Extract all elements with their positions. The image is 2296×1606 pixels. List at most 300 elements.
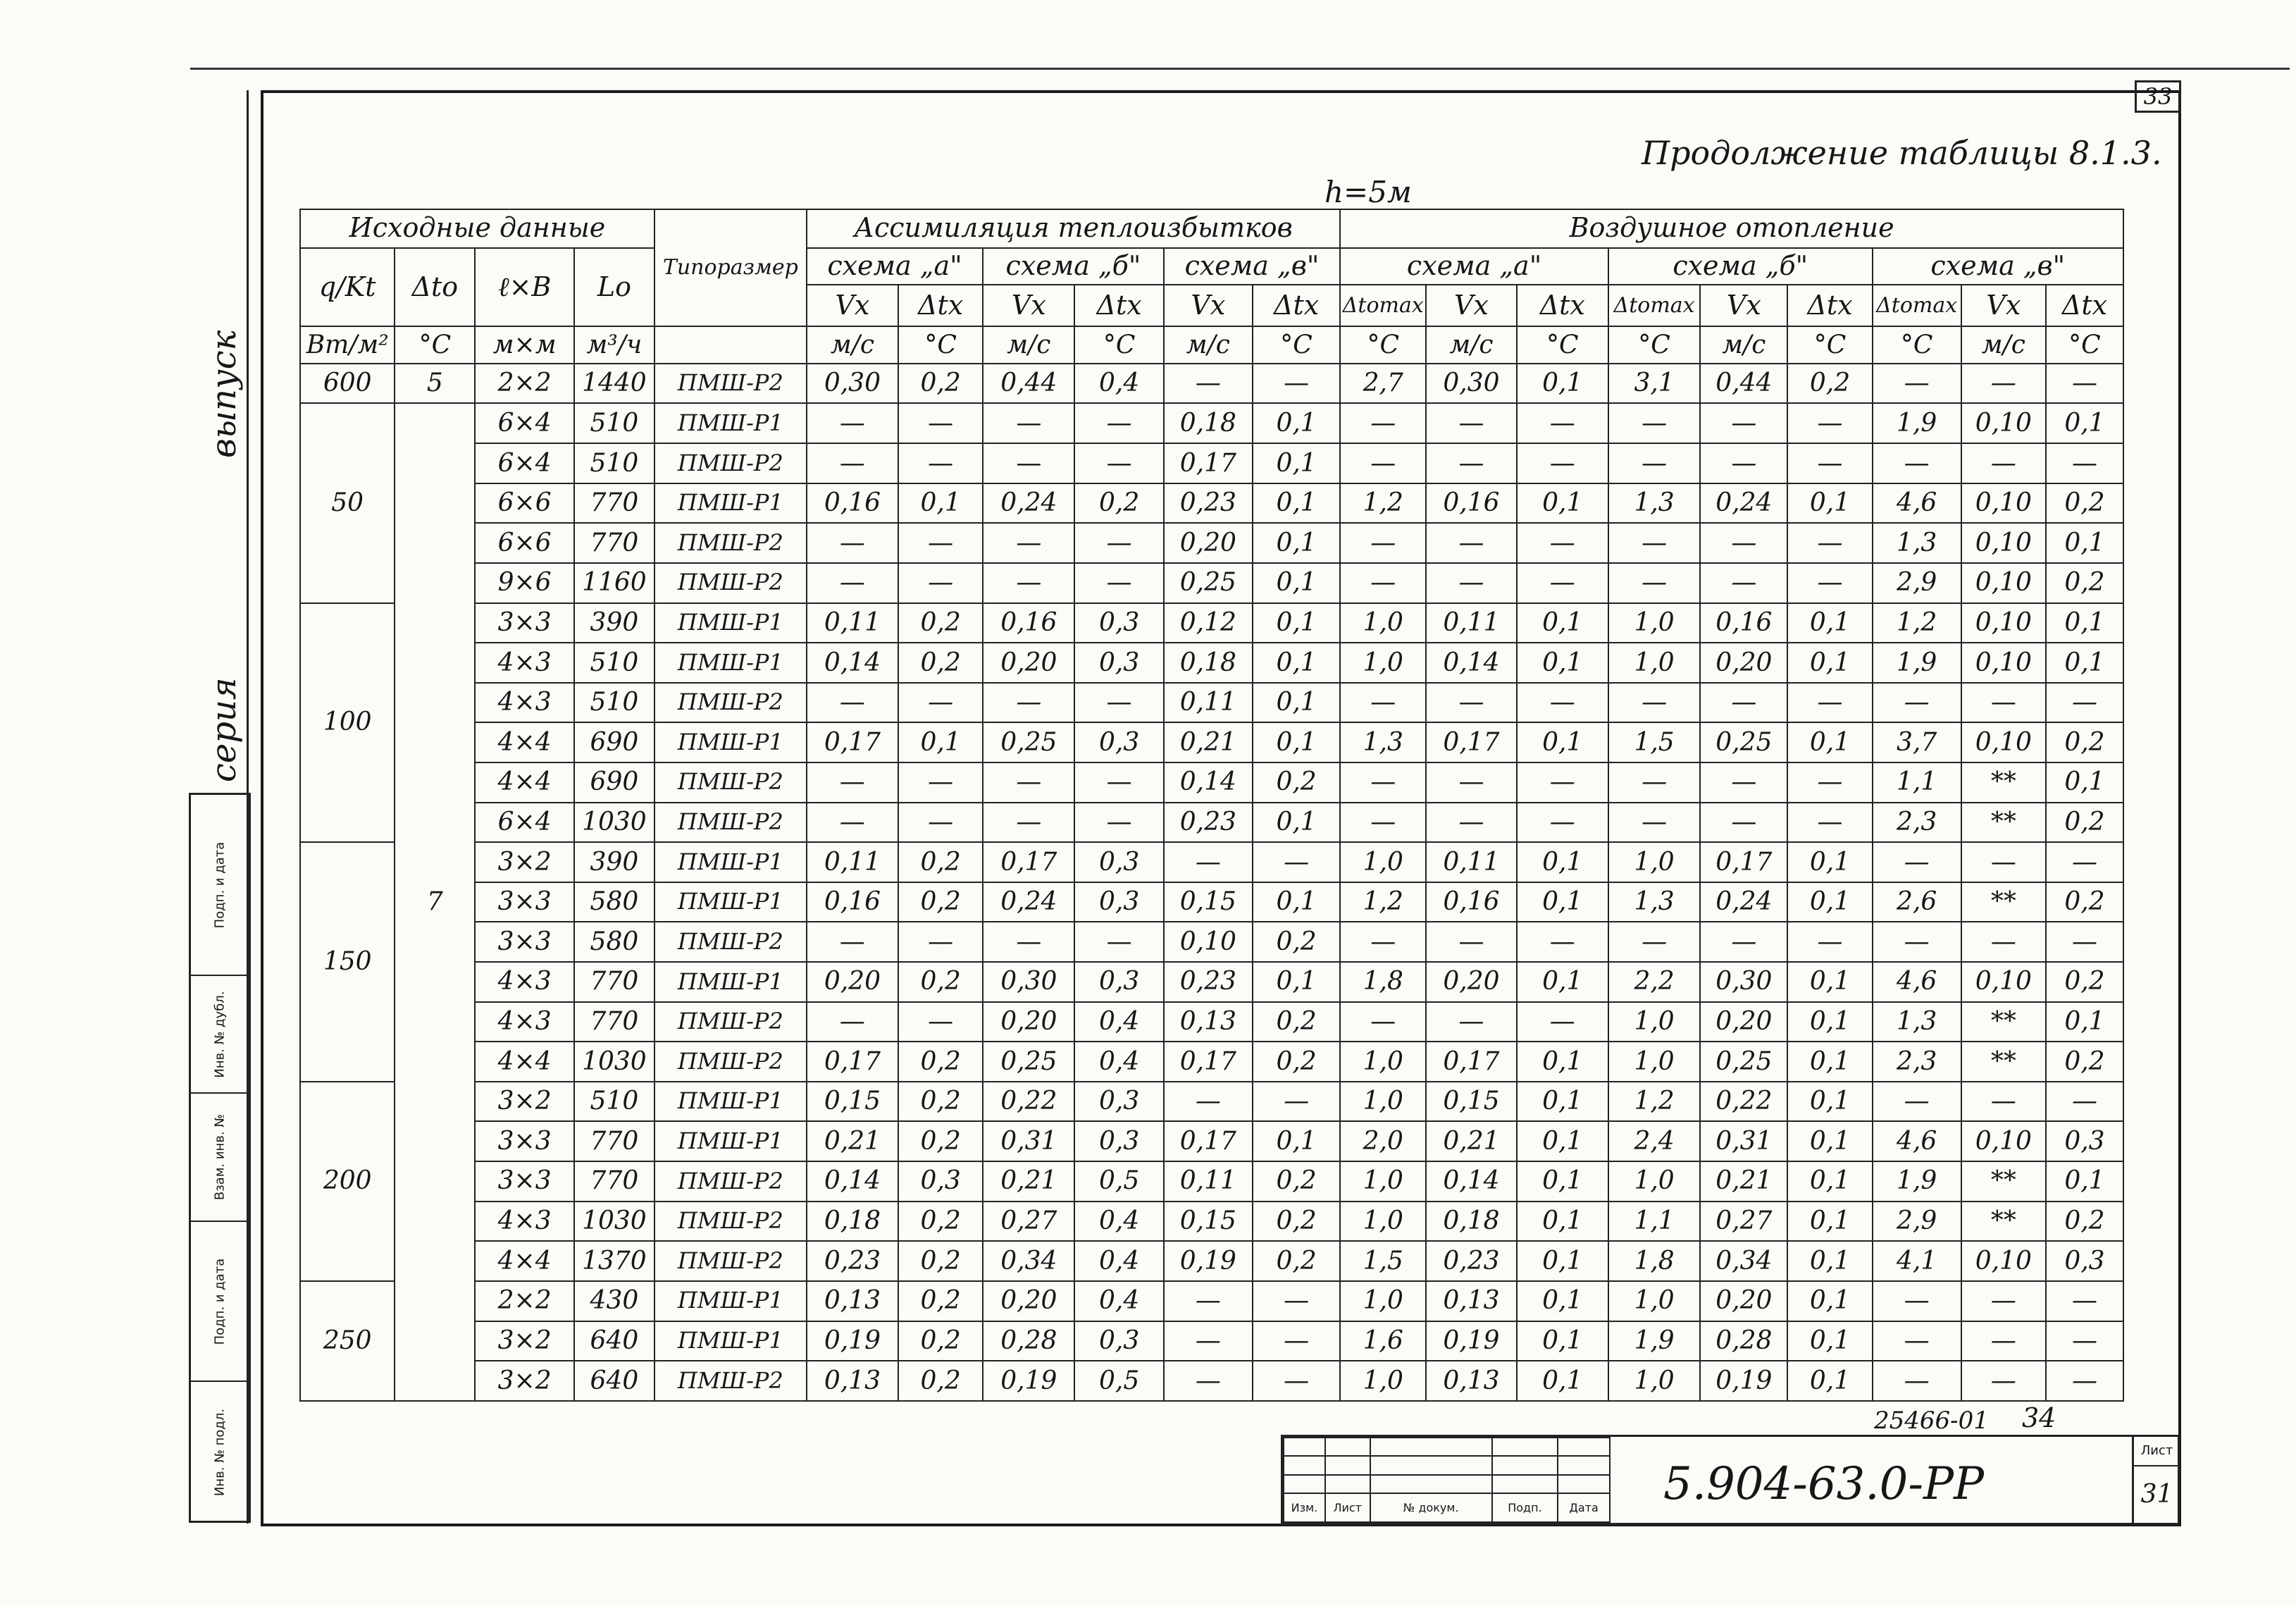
table-cell: 1,2 [1340, 483, 1426, 524]
table-cell: 3×2 [475, 1082, 573, 1122]
table-cell: 0,1 [898, 722, 983, 762]
table-cell: 0,17 [807, 722, 898, 762]
table-cell: 0,1 [1787, 483, 1872, 524]
table-cell: 0,10 [1961, 722, 2046, 762]
table-cell: — [1961, 1361, 2046, 1401]
table-cell: 0,1 [1787, 722, 1872, 762]
table-cell: — [1164, 1281, 1253, 1321]
table-cell: — [1426, 762, 1516, 803]
dt-value: 5 [395, 364, 475, 404]
table-cell: 0,19 [983, 1361, 1074, 1401]
table-cell: 0,1 [1253, 643, 1340, 683]
L-header: Lo [574, 248, 654, 327]
table-cell: 0,3 [1074, 1082, 1163, 1122]
assimilation-header: Ассимиляция теплоизбытков [807, 209, 1340, 248]
table-row [300, 403, 2123, 443]
table-cell: 0,31 [983, 1121, 1074, 1161]
table-cell: 1,0 [1608, 1161, 1700, 1202]
table-cell: 6×4 [475, 403, 573, 443]
table-cell: 0,4 [1074, 1241, 1163, 1281]
table-cell: 510 [574, 683, 654, 723]
unit-cell: м/с [807, 326, 898, 364]
table-cell: 1030 [574, 803, 654, 843]
table-cell: ПМШ-Р1 [654, 403, 807, 443]
vx-header: Vx [1426, 285, 1516, 326]
table-cell: 0,19 [1700, 1361, 1787, 1401]
table-cell: 1,8 [1608, 1241, 1700, 1281]
stamp-cell [1492, 1475, 1558, 1493]
table-cell: — [1700, 762, 1787, 803]
unit-cell: м×м [475, 326, 573, 364]
table-cell: 0,2 [2046, 962, 2123, 1002]
table-cell: 0,1 [1787, 1002, 1872, 1042]
table-cell: 0,2 [898, 1281, 983, 1321]
table-cell: 3×2 [475, 842, 573, 882]
table-cell: — [983, 683, 1074, 723]
dtx-header: Δtx [1517, 285, 1608, 326]
table-cell: 4×4 [475, 1042, 573, 1082]
table-cell: 0,1 [2046, 1002, 2123, 1042]
table-cell: — [1253, 364, 1340, 404]
table-cell: 0,11 [807, 603, 898, 643]
table-cell: 0,25 [1164, 563, 1253, 603]
unit-cell: °С [898, 326, 983, 364]
table-cell: — [1873, 922, 1961, 962]
table-cell: ** [1961, 1202, 2046, 1242]
table-cell: — [807, 683, 898, 723]
table-cell: 0,2 [898, 882, 983, 922]
table-cell: ** [1961, 1002, 2046, 1042]
table-cell: 0,17 [983, 842, 1074, 882]
table-cell: 1160 [574, 563, 654, 603]
left-stamp-label: Подп. и дата [212, 841, 228, 928]
table-cell: — [1074, 563, 1163, 603]
table-cell: — [1426, 922, 1516, 962]
table-cell: 0,1 [1253, 523, 1340, 563]
table-cell: 0,23 [1164, 483, 1253, 524]
table-cell: 0,21 [1426, 1121, 1516, 1161]
table-cell: — [1340, 563, 1426, 603]
table-cell: 0,3 [1074, 882, 1163, 922]
table-cell: — [898, 683, 983, 723]
table-cell: 0,1 [1517, 603, 1608, 643]
table-cell: 1,0 [1608, 842, 1700, 882]
table-cell: 0,2 [1253, 922, 1340, 962]
table-cell: 0,1 [1517, 1241, 1608, 1281]
table-cell: ПМШ-Р2 [654, 563, 807, 603]
table-cell: 0,2 [898, 1361, 983, 1401]
table-cell: 0,23 [1164, 962, 1253, 1002]
left-stamp-cell [191, 1382, 249, 1522]
left-stamp-cell [191, 976, 249, 1094]
unit-cell: °С [1873, 326, 1961, 364]
table-cell: 9×6 [475, 563, 573, 603]
left-stamp-label: Инв. № дубл. [212, 990, 228, 1078]
table-cell: 0,18 [1164, 643, 1253, 683]
table-cell: — [1608, 803, 1700, 843]
table-cell: 0,2 [1253, 1002, 1340, 1042]
table-caption: Продолжение таблицы 8.1.3. [1642, 134, 2162, 172]
table-cell: — [1873, 443, 1961, 483]
sheet-number: 31 [2140, 1480, 2173, 1509]
table-cell: 0,10 [1961, 1241, 2046, 1281]
table-cell: 0,34 [1700, 1241, 1787, 1281]
table-cell: — [983, 803, 1074, 843]
table-cell: — [1517, 683, 1608, 723]
table-cell: — [1961, 922, 2046, 962]
table-cell: 0,1 [1253, 722, 1340, 762]
table-cell: 3×3 [475, 603, 573, 643]
table-cell: 1,0 [1340, 842, 1426, 882]
q-header: q/Kt [300, 248, 395, 327]
table-cell: — [1787, 403, 1872, 443]
table-cell: — [1873, 1361, 1961, 1401]
dtx-header: Δtx [2046, 285, 2123, 326]
q-value: 50 [300, 403, 395, 603]
left-stamp-column [189, 793, 251, 1523]
table-cell: ПМШ-Р1 [654, 1321, 807, 1361]
table-cell: 0,10 [1961, 523, 2046, 563]
unit-cell: °С [1608, 326, 1700, 364]
table-cell: 0,1 [1517, 882, 1608, 922]
table-cell: 0,1 [1517, 1202, 1608, 1242]
table-cell: 0,14 [1426, 1161, 1516, 1202]
table-cell: — [2046, 683, 2123, 723]
table-cell: 0,1 [1787, 603, 1872, 643]
table-cell: ПМШ-Р1 [654, 1082, 807, 1122]
table-cell: — [1074, 803, 1163, 843]
dto-max-header: Δtomax [1873, 285, 1961, 326]
table-cell: — [1787, 922, 1872, 962]
table-cell: 0,1 [1517, 1281, 1608, 1321]
table-cell: — [1961, 443, 2046, 483]
table-cell: — [1700, 443, 1787, 483]
table-cell: 0,21 [1700, 1161, 1787, 1202]
table-cell: 580 [574, 882, 654, 922]
table-cell: 0,17 [1426, 1042, 1516, 1082]
heat-scheme-v-header: схема „в" [1873, 248, 2123, 285]
source-data-header: Исходные данные [300, 209, 654, 248]
table-cell: 1,2 [1340, 882, 1426, 922]
table-cell: — [1517, 922, 1608, 962]
type-header: Типоразмер [654, 209, 807, 326]
table-cell: — [807, 922, 898, 962]
table-cell: 0,28 [983, 1321, 1074, 1361]
table-cell: 0,19 [807, 1321, 898, 1361]
table-cell: 0,16 [983, 603, 1074, 643]
table-cell: 0,20 [1700, 1281, 1787, 1321]
table-cell: 0,2 [2046, 722, 2123, 762]
table-cell: ** [1961, 1042, 2046, 1082]
table-cell: 1,0 [1608, 1281, 1700, 1321]
table-cell: ПМШ-Р1 [654, 882, 807, 922]
table-cell: 0,24 [983, 483, 1074, 524]
table-row [300, 1121, 2123, 1161]
table-cell: ПМШ-Р1 [654, 603, 807, 643]
table-cell: 2,2 [1608, 962, 1700, 1002]
table-cell: — [898, 762, 983, 803]
table-cell: — [1517, 523, 1608, 563]
table-cell: — [1074, 523, 1163, 563]
table-cell: 0,5 [1074, 1161, 1163, 1202]
table-cell: 0,19 [1164, 1241, 1253, 1281]
stamp-cell [1325, 1456, 1370, 1474]
table-cell: 1440 [574, 364, 654, 404]
table-cell: 0,3 [1074, 1321, 1163, 1361]
table-cell: 0,1 [1253, 803, 1340, 843]
table-cell: — [1700, 523, 1787, 563]
stamp-cell [1558, 1456, 1610, 1474]
table-cell: — [1517, 803, 1608, 843]
table-cell: 0,14 [807, 643, 898, 683]
table-cell: — [898, 803, 983, 843]
table-cell: — [1426, 563, 1516, 603]
table-cell: 0,20 [983, 1281, 1074, 1321]
table-cell: 0,4 [1074, 1202, 1163, 1242]
stamp-cell [1558, 1438, 1610, 1456]
stamp-cell [1370, 1475, 1492, 1493]
data-table [299, 209, 2124, 1402]
table-row [300, 882, 2123, 922]
table-cell: 0,17 [807, 1042, 898, 1082]
table-cell: — [807, 443, 898, 483]
q-value: 250 [300, 1281, 395, 1401]
table-cell: ПМШ-Р1 [654, 1281, 807, 1321]
dtx-header: Δtx [898, 285, 983, 326]
table-cell: 0,10 [1961, 603, 2046, 643]
table-cell: — [2046, 922, 2123, 962]
table-cell: 1030 [574, 1042, 654, 1082]
table-cell: 1,3 [1873, 523, 1961, 563]
table-cell: 3×3 [475, 1121, 573, 1161]
table-cell: 0,1 [1253, 603, 1340, 643]
sheet-small: 34 [2022, 1402, 2056, 1433]
table-row [300, 803, 2123, 843]
doc-number: 25466-01 [1874, 1407, 1989, 1435]
table-cell: — [1873, 364, 1961, 404]
table-cell: 1,0 [1340, 1202, 1426, 1242]
table-cell: — [1787, 803, 1872, 843]
table-cell: — [1074, 762, 1163, 803]
table-cell: 0,2 [2046, 882, 2123, 922]
table-cell: 390 [574, 603, 654, 643]
table-cell: 1,3 [1608, 483, 1700, 524]
table-cell: — [1787, 563, 1872, 603]
vx-header: Vx [1961, 285, 2046, 326]
table-cell: 0,44 [1700, 364, 1787, 404]
left-stamp-label: Подп. и дата [212, 1258, 228, 1345]
table-cell: — [1873, 1281, 1961, 1321]
sheet-label: Лист [2134, 1437, 2180, 1466]
table-cell: — [983, 762, 1074, 803]
table-row [300, 1361, 2123, 1401]
table-cell: 0,1 [1787, 1321, 1872, 1361]
table-cell: 4,6 [1873, 483, 1961, 524]
q-value: 100 [300, 603, 395, 843]
table-cell: 0,1 [1787, 1361, 1872, 1401]
table-row [300, 1161, 2123, 1202]
table-cell: 0,24 [983, 882, 1074, 922]
table-cell: 0,2 [898, 1202, 983, 1242]
stamp-cell [1284, 1438, 1325, 1456]
table-cell: 1,2 [1873, 603, 1961, 643]
table-cell: 0,1 [1517, 722, 1608, 762]
table-cell: — [1608, 683, 1700, 723]
table-cell: 0,1 [1517, 1321, 1608, 1361]
table-cell: 1,0 [1340, 1082, 1426, 1122]
table-cell: 6×6 [475, 483, 573, 524]
table-cell: 0,1 [2046, 403, 2123, 443]
table-cell: 0,44 [983, 364, 1074, 404]
stamp-list: Лист [1325, 1493, 1370, 1522]
table-cell: 0,22 [983, 1082, 1074, 1122]
heat-scheme-b-header: схема „б" [1608, 248, 1873, 285]
table-cell: 1,0 [1340, 603, 1426, 643]
table-cell: ПМШ-Р1 [654, 1121, 807, 1161]
table-cell: 0,20 [1700, 643, 1787, 683]
table-cell: — [1340, 803, 1426, 843]
table-cell: 0,3 [1074, 962, 1163, 1002]
top-rule [190, 68, 2290, 70]
table-cell: — [1961, 1281, 2046, 1321]
table-cell: 0,1 [1517, 1082, 1608, 1122]
table-cell: — [1253, 1082, 1340, 1122]
table-cell: 6×6 [475, 523, 573, 563]
table-cell: — [2046, 1082, 2123, 1122]
table-cell: 0,1 [1517, 1042, 1608, 1082]
table-cell: 0,16 [1700, 603, 1787, 643]
table-cell: 3×2 [475, 1321, 573, 1361]
table-row [300, 762, 2123, 803]
table-cell: 390 [574, 842, 654, 882]
table-cell: — [1253, 1321, 1340, 1361]
table-cell: 0,15 [1426, 1082, 1516, 1122]
table-cell: — [1787, 443, 1872, 483]
table-cell: 770 [574, 1002, 654, 1042]
table-cell: 6×4 [475, 803, 573, 843]
table-cell: 510 [574, 443, 654, 483]
table-cell: 1,0 [1608, 1042, 1700, 1082]
table-cell: 2,7 [1340, 364, 1426, 404]
table-cell: 0,30 [1700, 962, 1787, 1002]
table-cell: 0,2 [1787, 364, 1872, 404]
table-row [300, 683, 2123, 723]
table-cell: 3×3 [475, 882, 573, 922]
table-cell: 690 [574, 762, 654, 803]
left-stamp-cell [191, 795, 249, 976]
table-cell: 0,1 [1253, 403, 1340, 443]
table-cell: 0,13 [1426, 1281, 1516, 1321]
table-cell: 0,1 [1253, 962, 1340, 1002]
table-row [300, 722, 2123, 762]
table-cell: 0,21 [1164, 722, 1253, 762]
scheme-a-header: схема „а" [807, 248, 983, 285]
unit-cell: м/с [1164, 326, 1253, 364]
table-row [300, 1002, 2123, 1042]
table-cell: 0,15 [1164, 882, 1253, 922]
table-cell: 0,20 [983, 1002, 1074, 1042]
table-cell: 3×2 [475, 1361, 573, 1401]
table-cell: 0,17 [1164, 443, 1253, 483]
series-label: серия [204, 677, 244, 782]
table-cell: 0,10 [1961, 403, 2046, 443]
table-cell: 0,4 [1074, 1002, 1163, 1042]
table-row [300, 842, 2123, 882]
table-cell: 0,13 [1164, 1002, 1253, 1042]
table-cell: 0,16 [807, 882, 898, 922]
table-cell: 0,21 [983, 1161, 1074, 1202]
table-row [300, 1202, 2123, 1242]
table-cell: 0,25 [983, 1042, 1074, 1082]
table-cell: 1,0 [1340, 643, 1426, 683]
table-cell: — [1608, 443, 1700, 483]
table-cell: 2,3 [1873, 803, 1961, 843]
table-cell: — [1426, 683, 1516, 723]
table-cell: 510 [574, 1082, 654, 1122]
table-cell: — [1164, 364, 1253, 404]
table-cell: — [807, 403, 898, 443]
table-cell: 0,2 [898, 1042, 983, 1082]
table-row [300, 603, 2123, 643]
table-cell: 1,1 [1608, 1202, 1700, 1242]
vx-header: Vx [807, 285, 898, 326]
table-cell: 1,9 [1873, 643, 1961, 683]
table-row [300, 962, 2123, 1002]
table-cell: — [898, 1002, 983, 1042]
table-cell: 0,16 [1426, 483, 1516, 524]
table-cell: — [1700, 803, 1787, 843]
table-cell: 0,2 [1253, 1202, 1340, 1242]
stamp-cell [1370, 1438, 1492, 1456]
table-cell: 0,1 [1517, 962, 1608, 1002]
table-cell: 1,5 [1340, 1241, 1426, 1281]
table-cell: 0,21 [807, 1121, 898, 1161]
table-row [300, 643, 2123, 683]
scheme-b-header: схема „б" [983, 248, 1164, 285]
table-cell: — [1340, 762, 1426, 803]
table-cell: 1,0 [1608, 603, 1700, 643]
table-cell: 0,25 [1700, 1042, 1787, 1082]
table-cell: — [1426, 803, 1516, 843]
table-row [300, 1321, 2123, 1361]
table-cell: 0,1 [1517, 483, 1608, 524]
table-cell: ПМШ-Р1 [654, 842, 807, 882]
q-value: 150 [300, 842, 395, 1082]
table-cell: — [1608, 922, 1700, 962]
table-cell: — [1961, 683, 2046, 723]
table-cell: 0,14 [1164, 762, 1253, 803]
table-cell: — [1164, 1321, 1253, 1361]
table-cell: ПМШ-Р1 [654, 722, 807, 762]
table-cell: ПМШ-Р2 [654, 922, 807, 962]
heat-scheme-a-header: схема „а" [1340, 248, 1608, 285]
table-cell: — [1340, 922, 1426, 962]
table-cell: 0,25 [1700, 722, 1787, 762]
table-cell: 0,10 [1961, 962, 2046, 1002]
table-cell: — [807, 762, 898, 803]
table-cell: — [1700, 922, 1787, 962]
table-cell: 2,0 [1340, 1121, 1426, 1161]
table-cell: — [2046, 364, 2123, 404]
table-cell: 0,2 [2046, 1042, 2123, 1082]
table-cell: 640 [574, 1321, 654, 1361]
table-cell: — [1340, 403, 1426, 443]
table-cell: 0,2 [898, 842, 983, 882]
table-cell: 0,20 [1426, 962, 1516, 1002]
table-cell: — [1074, 443, 1163, 483]
table-cell: 1,0 [1340, 1042, 1426, 1082]
table-cell: 0,4 [1074, 1042, 1163, 1082]
